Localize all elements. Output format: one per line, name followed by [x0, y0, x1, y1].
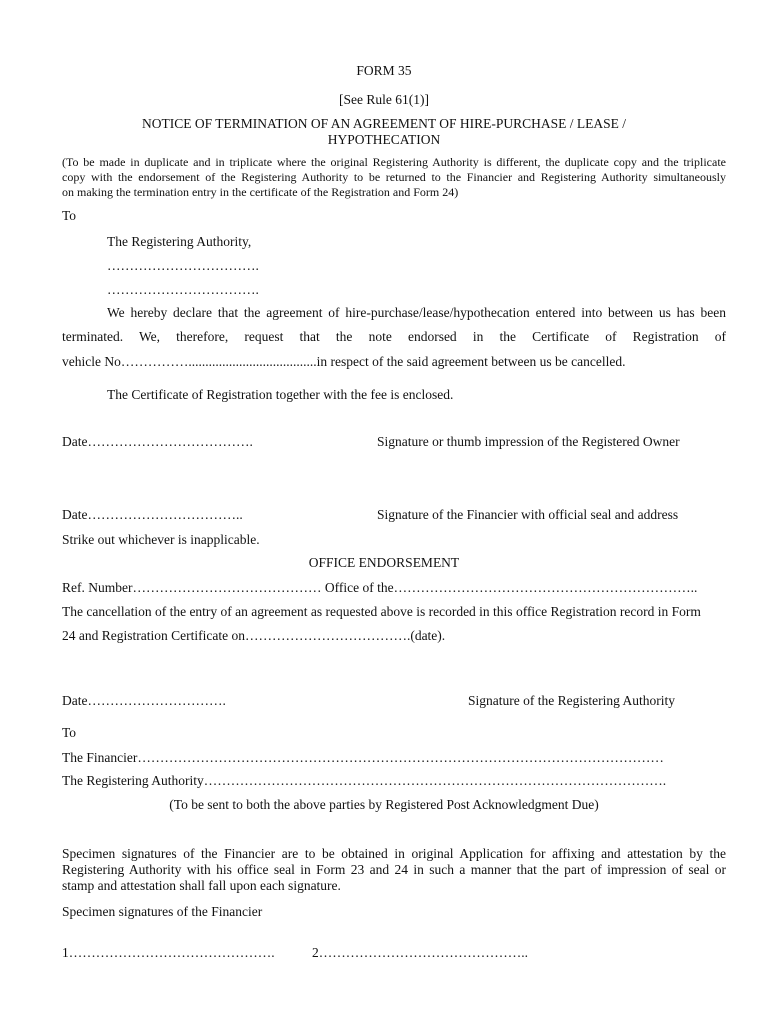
address-blank-1: ……………………………. [107, 258, 259, 273]
declaration-line1: We hereby declare that the agreement of hire-purchase/lease/hypothecation entered into between us has been [107, 305, 726, 320]
specimen-signature-2: 2……………………………………….. [312, 945, 528, 960]
owner-signature-label: Signature or thumb impression of the Registered Owner [377, 434, 680, 449]
form-title: FORM 35 [356, 63, 412, 78]
ref-number-line: Ref. Number…………………………………… Office of the………………………………………………………….. [62, 580, 698, 595]
instruction-line2: copy with the endorsement of the Registering Authority to be returned to the Financier and Registering Authority simultaneously [62, 170, 726, 184]
rule-reference: [See Rule 61(1)] [339, 92, 429, 107]
specimen-heading: Specimen signatures of the Financier [62, 904, 263, 919]
cancellation-line2: 24 and Registration Certificate on……………………………….(date). [62, 628, 446, 643]
address-to: To [62, 208, 77, 223]
specimen-note-line2: Registering Authority with his office seal in Form 23 and 24 in such a manner that the part of impression of seal or [62, 862, 726, 877]
specimen-note-line1: Specimen signatures of the Financier are to be obtained in original Application for affixing and attestation by the [62, 846, 726, 861]
instruction-line1: (To be made in duplicate and in triplicate where the original Registering Authority is different, the duplicate copy and the triplicate [62, 155, 726, 169]
declaration-line2: terminated. We, therefore, request that the note endorsed in the Certificate of Registration of [62, 329, 726, 344]
recipient-authority: The Registering Authority…………………………………………………………………………………………. [62, 773, 667, 788]
address-blank-2: ……………………………. [107, 282, 259, 297]
specimen-note-line3: stamp and attestation shall fall upon each signature. [62, 878, 341, 893]
date-field-1: Date………………………………. [62, 434, 253, 449]
office-endorsement-heading: OFFICE ENDORSEMENT [308, 555, 460, 570]
notice-title-line1: NOTICE OF TERMINATION OF AN AGREEMENT OF HIRE-PURCHASE / LEASE / [141, 116, 627, 131]
recipients-to: To [62, 725, 77, 740]
authority-signature-label: Signature of the Registering Authority [468, 693, 675, 708]
enclosure-note: The Certificate of Registration together with the fee is enclosed. [107, 387, 454, 402]
address-authority: The Registering Authority, [107, 234, 252, 249]
declaration-line3: vehicle No……………......................................in respect of the said agreement between us be cancelled. [62, 354, 626, 369]
registered-post-note: (To be sent to both the above parties by Registered Post Acknowledgment Due) [169, 797, 599, 812]
cancellation-line1: The cancellation of the entry of an agreement as requested above is recorded in this office Registration record in Form [62, 604, 701, 619]
date-field-2: Date…………………………….. [62, 507, 243, 522]
date-field-3: Date…………………………. [62, 693, 226, 708]
notice-title-line2: HYPOTHECATION [327, 132, 441, 147]
recipient-financier: The Financier……………………………………………………………………………………………………… [62, 750, 664, 765]
instruction-line3: on making the termination entry in the certificate of the Registration and Form 24) [62, 185, 459, 199]
strike-note: Strike out whichever is inapplicable. [62, 532, 260, 547]
specimen-signature-1: 1………………………………………. [62, 945, 275, 960]
financier-signature-label: Signature of the Financier with official seal and address [377, 507, 679, 522]
